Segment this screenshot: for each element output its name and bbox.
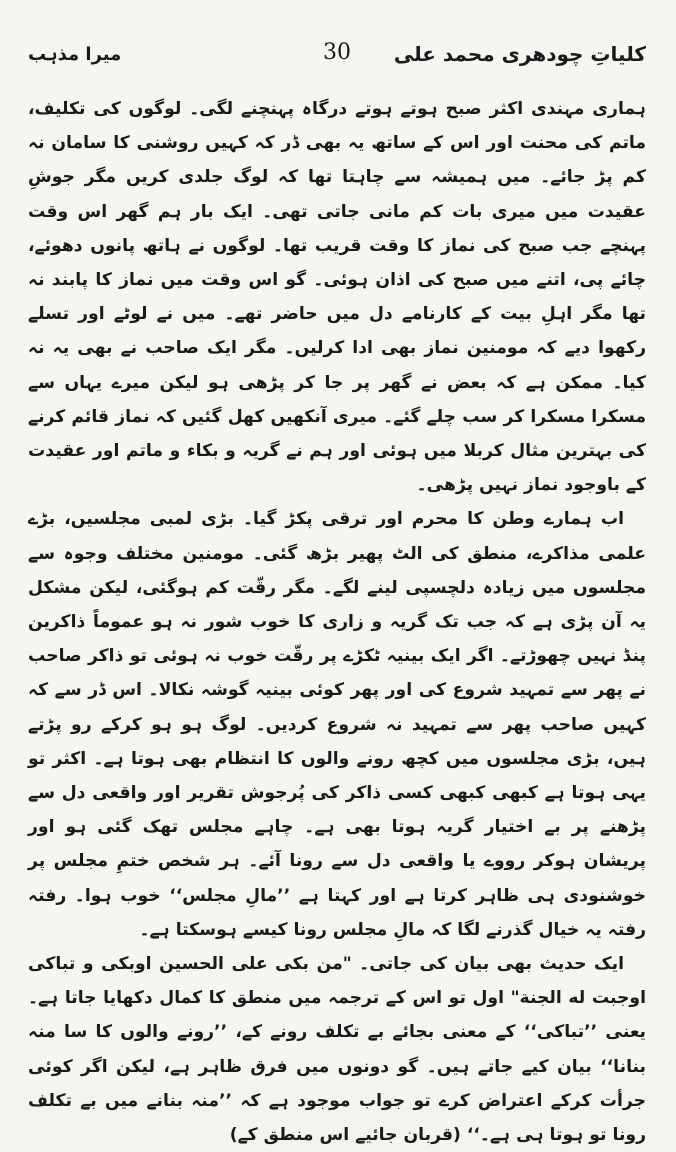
running-section-title: میرا مذہب [28, 44, 122, 65]
page-number: 30 [323, 40, 351, 65]
paragraph-1: ہماری مہندی اکثر صبح ہوتے ہوتے درگاہ پہنچنے لگی۔ لوگوں کی تکلیف، ماتم کی محنت اور اس کے ساتھ یہ بھی ڈر کہ کہیں روشنی کا سامان نہ کم پڑ جائے۔ میں ہمیشہ سے چاہتا تھا کہ لوگ جلدی کریں مگر جوشِ عقیدت میں میری بات کم مانی جاتی تھی۔ ایک بار ہم گھر اس وقت پہنچے جب صبح کی نماز کا وقت قریب تھا۔ لوگوں نے ہاتھ پانوں دھوئے، چائے پی، اتنے میں صبح کی اذان ہوئی۔ گو اس وقت میں نماز کا پابند نہ تھا مگر اہلِ بیت کے کارنامے دل میں حاضر تھے۔ میں نے لوٹے اور تسلے رکھوا دیے کہ مومنین نماز بھی ادا کرلیں۔ مگر ایک صاحب نے بھی یہ نہ کیا۔ ممکن ہے کہ بعض نے گھر پر جا کر پڑھی ہو لیکن میرے یہاں سے مسکرا مسکرا کر سب چلے گئے۔ میری آنکھیں کھل گئیں کہ نماز قائم کرنے کی بہترین مثال کربلا میں ہوئی اور ہم نے گریہ و بکاء و ماتم اور عقیدت کے باوجود نماز نہیں پڑھی۔ [28, 99, 646, 496]
paragraph-2: اب ہمارے وطن کا محرم اور ترقی پکڑ گیا۔ بڑی لمبی مجلسیں، بڑے علمی مذاکرے، منطق کی الٹ پھیر بڑھ گئی۔ مومنین مختلف وجوہ سے مجلسوں میں زیادہ دلچسپی لینے لگے۔ مگر رقّت کم ہوگئی، لیکن مشکل یہ آن پڑی ہے کہ جب تک گریہ و زاری کا خوب شور نہ ہو عموماً ذاکرین پنڈ نہیں چھوڑتے۔ اگر ایک بینیہ ٹکڑے پر رقّت خوب نہ ہوئی تو ذاکر صاحب نے پھر سے تمہید شروع کی اور پھر کوئی بینیہ گوشہ نکالا۔ اس ڈر سے کہ کہیں صاحب پھر سے تمہید نہ شروع کردیں۔ لوگ ہو ہو کرکے رو پڑتے ہیں، بڑی مجلسوں میں کچھ رونے والوں کا انتظام بھی ہوتا ہے۔ اکثر تو یہی ہوتا ہے کبھی کبھی کسی ذاکر کی پُرجوش تقریر اور واقعی دل سے پڑھنے پر بے اختیار گریہ ہوتا بھی ہے۔ چاہے مجلس تھک گئی ہو اور پریشان ہوکر رووے یا واقعی دل سے رونا آئے۔ ہر شخص ختمِ مجلس پر خوشنودی ہی ظاہر کرتا ہے اور کہتا ہے ’’مالِ مجلس‘‘ خوب ہوا۔ رفتہ رفتہ یہ خیال گذرنے لگا کہ مالِ مجلس رونا کیسے ہوسکتا ہے۔ [28, 509, 646, 940]
paragraph-3: ایک حدیث بھی بیان کی جاتی۔ "من بکی علی الحسین اوبکی و تباکی اوجبت له الجنة" اول تو اس کے ترجمہ میں منطق کا کمال دکھایا جاتا ہے۔ یعنی ’’تباکی‘‘ کے معنی بجائے بے تکلف رونے کے، ’’رونے والوں کا سا منہ بنانا‘‘ بیان کیے جاتے ہیں۔ گو دونوں میں فرق ظاہر ہے، لیکن اگر کوئی جرأت کرکے اعتراض کرے تو جواب موجود ہے کہ ’’منہ بنانے میں بے تکلف رونا تو ہوتا ہی ہے۔‘‘ (قربان جائیے اس منطق کے) [28, 954, 646, 1146]
running-book-title: کلیاتِ چودھری محمد علی [393, 42, 646, 66]
body-text [28, 92, 646, 1146]
page-header [28, 40, 646, 80]
